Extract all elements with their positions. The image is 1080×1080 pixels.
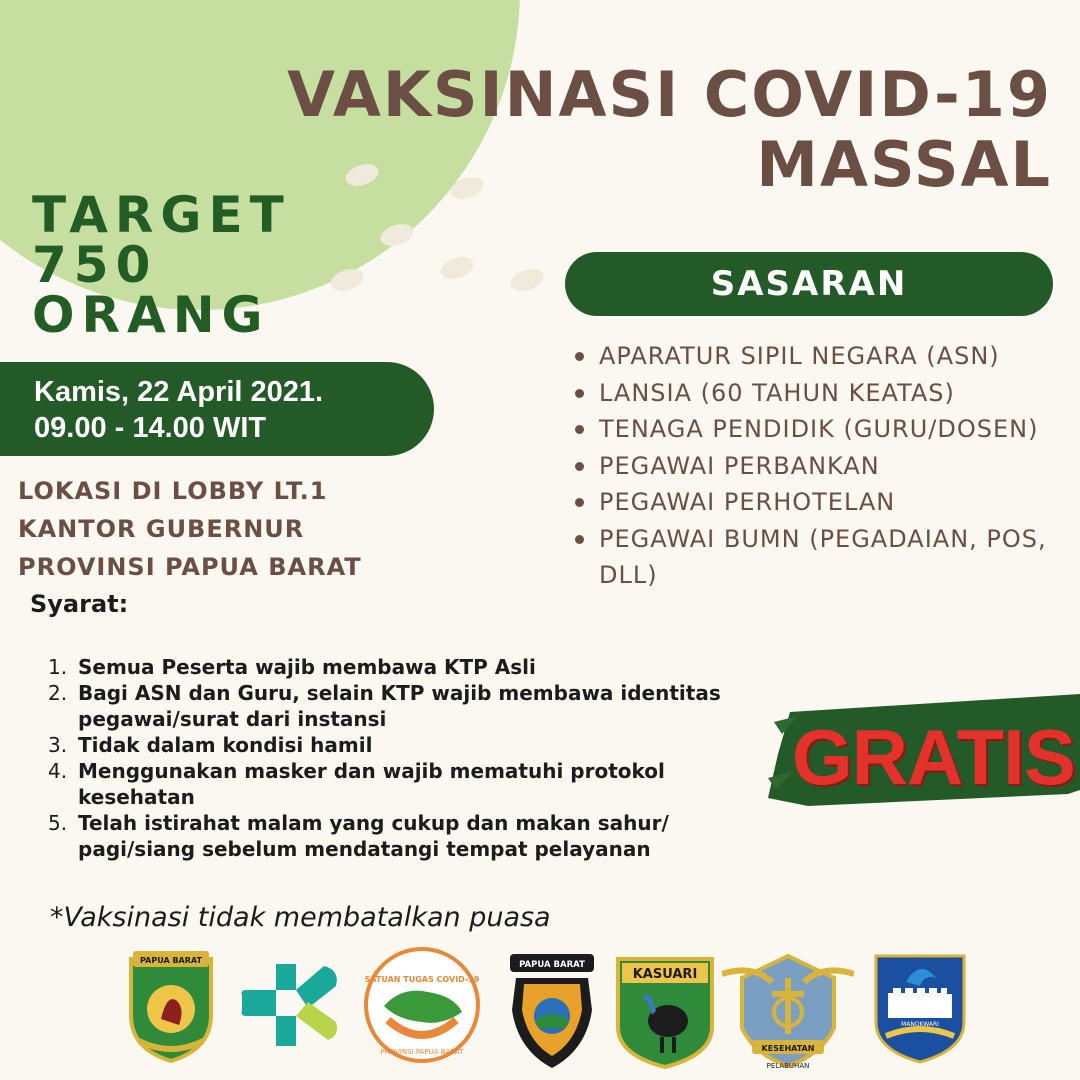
syarat-heading: Syarat: [30,590,129,618]
decorative-dot [438,253,477,283]
syarat-list [48,654,728,862]
kodam-kasuari-icon [614,955,716,1071]
satgas-covid-icon [362,946,482,1064]
sasaran-item: PEGAWAI PERBANKAN [575,448,1055,485]
target-line-1: TARGET [32,186,291,244]
syarat-item-number: 1. [48,655,68,679]
syarat-item [48,680,728,732]
syarat-item-number: 5. [48,811,68,835]
satgas-sub: PROVINSI PAPUA BARAT [380,1048,464,1056]
kasuari-caption: KASUARI [632,967,698,982]
syarat-item-number: 2. [48,681,68,705]
sasaran-list [575,338,1055,594]
title-line-1: VAKSINASI COVID-19 [287,58,1052,131]
kemenkes-logo-icon [236,960,344,1050]
target-line-2: 750 [32,236,158,294]
manokwari-caption: MANOKWARI [901,1021,939,1028]
syarat-item [48,732,728,758]
sasaran-item: APARATUR SIPIL NEGARA (ASN) [575,338,1055,375]
gratis-badge: GRATIS [792,713,1075,801]
title-line-2: MASSAL [756,128,1052,201]
schedule-date: Kamis, 22 April 2021. [34,376,324,408]
sasaran-heading: SASARAN [565,252,1053,316]
syarat-item-number: 3. [48,733,68,757]
location-block [18,472,362,586]
schedule-banner [0,362,434,456]
location-line-2: KANTOR GUBERNUR [18,515,305,543]
papua-barat-crest-icon [125,945,217,1065]
location-line-3: PROVINSI PAPUA BARAT [18,553,362,581]
kkp-caption: KESEHATAN [761,1044,815,1053]
sasaran-item: TENAGA PENDIDIK (GURU/DOSEN) [575,411,1055,448]
polda-papua-barat-icon [506,950,598,1072]
syarat-item-text: Telah istirahat malam yang cukup dan makan sahur/ pagi/siang sebelum mendatangi tempat pelayanan [78,811,669,861]
polda-caption: PAPUA BARAT [519,960,585,970]
syarat-item [48,758,728,810]
sasaran-item: PEGAWAI BUMN (PEGADAIAN, POS, DLL) [575,521,1055,594]
fasting-note: *Vaksinasi tidak membatalkan puasa [50,902,551,933]
syarat-item-text: Semua Peserta wajib membawa KTP Asli [78,655,536,679]
sasaran-item: LANSIA (60 TAHUN KEATAS) [575,375,1055,412]
manokwari-crest-icon [872,952,968,1066]
syarat-item-number: 4. [48,759,68,783]
kkp-sub: PELABUHAN [766,1062,810,1070]
target-line-3: ORANG [32,286,270,344]
syarat-item-text: Tidak dalam kondisi hamil [78,733,373,757]
decorative-dot [508,265,547,295]
satgas-caption: SATUAN TUGAS COVID-19 [364,975,480,984]
syarat-item-text: Bagi ASN dan Guru, selain KTP wajib membawa identitas pegawai/surat dari instansi [78,681,721,731]
papua-barat-crest-caption: PAPUA BARAT [140,956,202,965]
kesehatan-pelabuhan-icon [722,948,854,1072]
syarat-item [48,810,728,862]
syarat-item [48,654,728,680]
page-title [287,60,1052,200]
target-block [32,186,291,344]
sasaran-item: PEGAWAI PERHOTELAN [575,484,1055,521]
syarat-item-text: Menggunakan masker dan wajib mematuhi protokol kesehatan [78,759,665,809]
schedule-time: 09.00 - 14.00 WIT [34,412,267,444]
location-line-1: LOKASI DI LOBBY LT.1 [18,477,328,505]
